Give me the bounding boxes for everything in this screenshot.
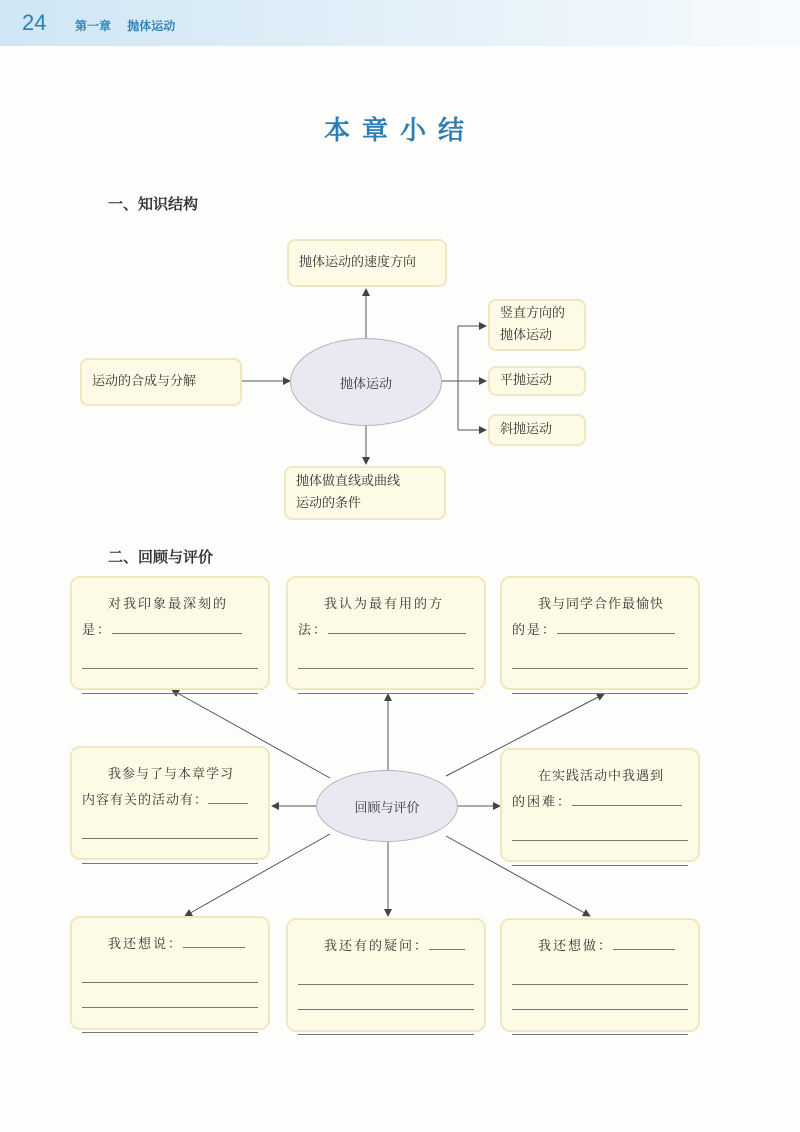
answer-blank[interactable] xyxy=(557,619,675,634)
answer-line[interactable] xyxy=(82,644,258,669)
node-horizontal-projectile-label: 平抛运动 xyxy=(500,373,553,388)
card-best-cooperation xyxy=(500,576,700,690)
answer-line[interactable] xyxy=(512,985,688,1010)
card-want-to-do-line1 xyxy=(512,934,688,960)
card-most-impressed-line2 xyxy=(82,618,258,644)
node-velocity-direction-label: 抛体运动的速度方向 xyxy=(299,255,417,270)
answer-line[interactable] xyxy=(512,960,688,985)
oval-review-evaluation-label: 回顾与评价 xyxy=(354,800,420,816)
oval-review-evaluation xyxy=(316,770,458,842)
card-remaining-questions-text: 我还有的疑问： xyxy=(324,939,430,954)
section-knowledge-heading: 一、知识结构 xyxy=(108,195,199,213)
answer-line[interactable] xyxy=(298,1010,474,1035)
card-most-useful-line1: 我认为最有用的方 xyxy=(324,597,445,612)
chapter-label: 第一章 xyxy=(75,19,112,33)
answer-line[interactable] xyxy=(298,644,474,669)
node-composition xyxy=(80,358,242,406)
node-composition-label: 运动的合成与分解 xyxy=(92,374,197,389)
answer-line[interactable] xyxy=(82,814,258,839)
card-most-impressed-line1: 对我印象最深刻的 xyxy=(108,597,229,612)
card-activities xyxy=(70,746,270,860)
answer-line[interactable] xyxy=(82,1008,258,1033)
card-activities-line1: 我参与了与本章学习 xyxy=(108,767,235,782)
answer-line[interactable] xyxy=(82,983,258,1008)
node-oblique-projectile xyxy=(488,414,586,446)
answer-blank[interactable] xyxy=(183,933,245,948)
card-want-to-do xyxy=(500,918,700,1032)
answer-blank[interactable] xyxy=(429,935,465,950)
node-motion-condition-line1: 抛体做直线或曲线 xyxy=(296,474,401,489)
card-practice-difficulty-text2: 的困难： xyxy=(512,795,573,810)
node-vertical-projectile-line1: 竖直方向的 xyxy=(500,306,566,321)
answer-line[interactable] xyxy=(298,669,474,694)
card-remaining-questions xyxy=(286,918,486,1032)
section-review-heading: 二、回顾与评价 xyxy=(108,548,214,566)
card-want-to-say-line1 xyxy=(82,932,258,958)
answer-line[interactable] xyxy=(512,1010,688,1035)
answer-line[interactable] xyxy=(82,958,258,983)
answer-blank[interactable] xyxy=(112,619,242,634)
page-title: 本章小结 xyxy=(323,116,476,146)
node-horizontal-projectile xyxy=(488,366,586,396)
answer-blank[interactable] xyxy=(208,789,248,804)
card-best-cooperation-text2: 的是： xyxy=(512,623,558,638)
card-activities-text2: 内容有关的活动有： xyxy=(82,793,209,808)
answer-line[interactable] xyxy=(82,669,258,694)
card-best-cooperation-line1: 我与同学合作最愉快 xyxy=(538,597,665,612)
card-want-to-do-text: 我还想做： xyxy=(538,939,614,954)
card-practice-difficulty-line1: 在实践活动中我遇到 xyxy=(538,769,665,784)
chapter-title: 抛体运动 xyxy=(127,19,176,33)
card-most-useful-line2 xyxy=(298,618,474,644)
answer-line[interactable] xyxy=(298,985,474,1010)
answer-line[interactable] xyxy=(298,960,474,985)
card-remaining-questions-line1 xyxy=(298,934,474,960)
card-want-to-say xyxy=(70,916,270,1030)
card-most-impressed-text2: 是： xyxy=(82,623,113,638)
card-activities-line2 xyxy=(82,788,258,814)
card-want-to-say-text: 我还想说： xyxy=(108,937,184,952)
answer-blank[interactable] xyxy=(572,791,682,806)
card-practice-difficulty xyxy=(500,748,700,862)
node-motion-condition-line2: 运动的条件 xyxy=(296,496,362,511)
answer-line[interactable] xyxy=(512,816,688,841)
oval-projectile-motion-label: 抛体运动 xyxy=(339,376,392,392)
node-velocity-direction xyxy=(287,239,447,287)
card-most-useful-text2: 法： xyxy=(298,623,329,638)
answer-blank[interactable] xyxy=(328,619,466,634)
card-practice-difficulty-line2 xyxy=(512,790,688,816)
card-most-useful-method xyxy=(286,576,486,690)
page-number: 24 xyxy=(22,10,47,35)
answer-line[interactable] xyxy=(512,644,688,669)
answer-blank[interactable] xyxy=(613,935,675,950)
oval-projectile-motion xyxy=(290,338,442,426)
answer-line[interactable] xyxy=(512,841,688,866)
node-vertical-projectile xyxy=(488,299,586,351)
card-most-impressed xyxy=(70,576,270,690)
card-best-cooperation-line2 xyxy=(512,618,688,644)
answer-line[interactable] xyxy=(512,669,688,694)
node-oblique-projectile-label: 斜抛运动 xyxy=(500,422,553,437)
node-vertical-projectile-line2: 抛体运动 xyxy=(500,328,553,343)
node-motion-condition xyxy=(284,466,446,520)
answer-line[interactable] xyxy=(82,839,258,864)
